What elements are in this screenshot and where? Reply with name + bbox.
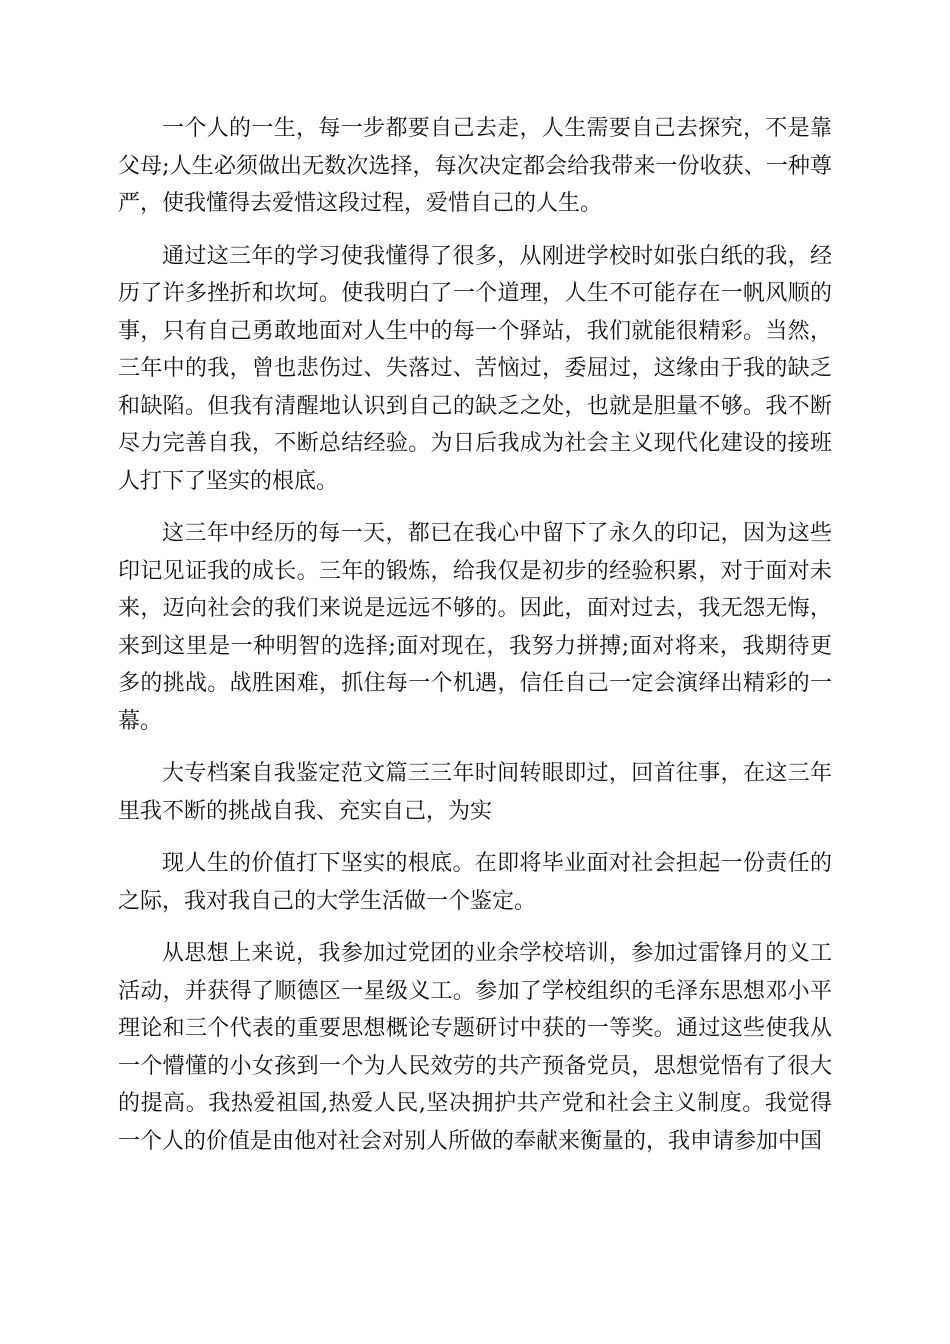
paragraph-2: 通过这三年的学习使我懂得了很多，从刚进学校时如张白纸的我，经历了许多挫折和坎坷。使我明白了一个道理，人生不可能存在一帆风顺的事，只有自己勇敢地面对人生中的每一个驿站，我们就能很精彩。当然，三年中的我，曾也悲伤过、失落过、苦恼过，委屈过，这缘由于我的缺乏和缺陷。但我有清醒地认识到自己的缺乏之处，也就是胆量不够。我不断尽力完善自我，不断总结经验。为日后我成为社会主义现代化建设的接班人打下了坚实的根底。 [118, 243, 832, 494]
paragraph-5: 现人生的价值打下坚实的根底。在即将毕业面对社会担起一份责任的之际，我对我自己的大学生活做一个鉴定。 [118, 851, 832, 914]
paragraph-3: 这三年中经历的每一天，都已在我心中留下了永久的印记，因为这些印记见证我的成长。三年的锻炼，给我仅是初步的经验积累，对于面对未来，迈向社会的我们来说是远远不够的。因此，面对过去，我无怨无悔，来到这里是一种明智的选择;面对现在，我努力拼搏;面对将来，我期待更多的挑战。战胜困难，抓住每一个机遇，信任自己一定会演绎出精彩的一幕。 [118, 521, 832, 734]
paragraph-4: 大专档案自我鉴定范文篇三三年时间转眼即过，回首往事，在这三年里我不断的挑战自我、充实自己，为实 [118, 761, 832, 824]
paragraph-6: 从思想上来说，我参加过党团的业余学校培训，参加过雷锋月的义工活动，并获得了顺德区一星级义工。参加了学校组织的毛泽东思想邓小平理论和三个代表的重要思想概论专题研讨中获的一等奖。通过这些使我从一个懵懂的小女孩到一个为人民效劳的共产预备党员，思想觉悟有了很大的提高。我热爱祖国,热爱人民,坚决拥护共产党和社会主义制度。我觉得一个人的价值是由他对社会对别人所做的奉献来衡量的，我申请参加中国 [118, 941, 832, 1154]
document-body [118, 110, 832, 1175]
paragraph-1: 一个人的一生，每一步都要自己去走，人生需要自己去探究，不是靠父母;人生必须做出无数次选择，每次决定都会给我带来一份收获、一种尊严，使我懂得去爱惜这段过程，爱惜自己的人生。 [118, 116, 832, 216]
